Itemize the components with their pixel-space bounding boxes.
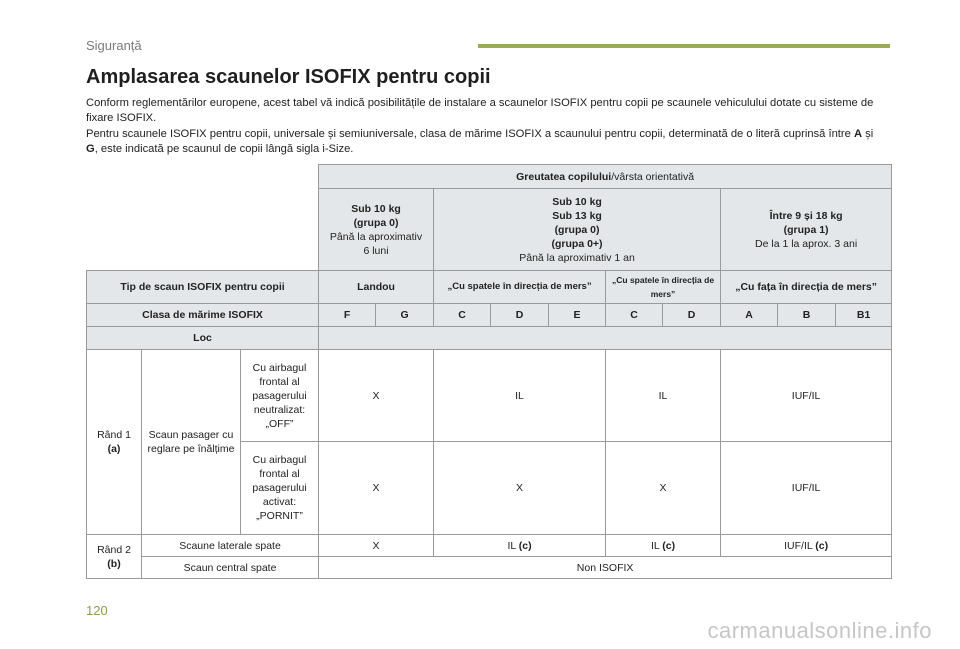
intro-paragraph-1: Conform reglementărilor europene, acest tabel vă indică posibilitățile de instalare a scaunelor ISOFIX pentru copii pe scaunele vehiculului dotate cu sisteme de fixare ISOFIX.	[86, 97, 874, 125]
side-seats-label: Scaune laterale spate	[142, 535, 319, 557]
table-corner	[87, 189, 319, 271]
center-seat-label: Scaun central spate	[142, 557, 319, 579]
center-seat-value: Non ISOFIX	[319, 557, 892, 579]
section-divider	[478, 44, 890, 48]
seat-type-forward-facing: „Cu fața în direcția de mers”	[721, 271, 892, 304]
size-class-cell: D	[663, 304, 721, 327]
seat-type-rear-facing: „Cu spatele în direcția de mers”	[606, 271, 721, 304]
group-0plus-cell	[434, 189, 721, 271]
size-class-label: Clasa de mărime ISOFIX	[87, 304, 319, 327]
weight-header-rest: /vârsta orientativă	[611, 170, 695, 183]
seat-location-label: Loc	[87, 327, 319, 350]
watermark: carmanualsonline.info	[707, 618, 932, 643]
cell-value: IUF/IL	[784, 539, 816, 552]
isofix-table	[86, 164, 892, 579]
cell-value: IL	[650, 539, 663, 552]
group-0-age: Până la aproximativ	[329, 230, 423, 243]
passenger-seat-label: Scaun pasager cu reglare pe înălțime	[142, 350, 241, 535]
airbag-off-label: Cu airbagul frontal al pasagerului neutralizat: „OFF”	[241, 350, 319, 442]
row-1-note: (a)	[107, 443, 121, 455]
cell-note: (c)	[815, 539, 829, 552]
size-class-cell: E	[549, 304, 606, 327]
cell-value: IL	[507, 539, 519, 552]
group-1-weight: Între 9 și 18 kg	[769, 209, 843, 222]
intro-text-fragment: și	[862, 127, 874, 140]
page-number: 120	[86, 603, 108, 618]
row-2-note: (b)	[107, 557, 121, 570]
weight-header-bold: Greutatea copilului	[516, 170, 612, 183]
table-corner	[87, 165, 319, 189]
table-cell: IL	[606, 350, 721, 442]
table-cell: X	[319, 350, 434, 442]
page-title: Amplasarea scaunelor ISOFIX pentru copii	[86, 66, 491, 88]
intro-text-fragment: Pentru scaunele ISOFIX pentru copii, universale și semiuniversale, clasa de mărime ISOFIX a scaunului pentru copii, determinată de o literă cuprinsă între	[86, 127, 854, 140]
table-cell: X	[606, 442, 721, 535]
table-cell	[434, 535, 606, 557]
table-cell: X	[319, 442, 434, 535]
group-0plus-label-2: (grupa 0+)	[551, 237, 603, 250]
cell-note: (c)	[662, 539, 676, 552]
section-label: Siguranță	[86, 38, 142, 53]
group-0-cell	[319, 189, 434, 271]
table-cell	[721, 535, 892, 557]
weight-header	[319, 165, 892, 189]
size-class-cell: F	[319, 304, 376, 327]
group-0-weight: Sub 10 kg	[351, 202, 401, 215]
table-cell: IL	[434, 350, 606, 442]
table-cell: IUF/IL	[721, 442, 892, 535]
row-1-label	[87, 350, 142, 535]
airbag-on-label: Cu airbagul frontal al pasagerului activat: „PORNIT”	[241, 442, 319, 535]
group-0plus-age: Până la aproximativ 1 an	[519, 251, 635, 264]
group-0-age-value: 6 luni	[363, 244, 389, 257]
size-class-cell: B	[778, 304, 836, 327]
seat-type-label: Tip de scaun ISOFIX pentru copii	[87, 271, 319, 304]
size-class-cell: C	[606, 304, 663, 327]
intro-text	[86, 96, 886, 157]
group-0plus-label-1: (grupa 0)	[554, 223, 600, 236]
group-1-cell	[721, 189, 892, 271]
seat-type-rear-facing: „Cu spatele în direcția de mers”	[434, 271, 606, 304]
size-class-cell: B1	[836, 304, 892, 327]
intro-paragraph-2	[86, 127, 886, 158]
seat-location-filler	[319, 327, 892, 350]
row-1-text: Rând 1	[97, 429, 131, 441]
size-class-letter-g: G	[86, 142, 95, 155]
size-class-letter-a: A	[853, 127, 863, 140]
table-cell: IUF/IL	[721, 350, 892, 442]
group-1-age: De la 1 la aprox. 3 ani	[755, 237, 858, 250]
group-0plus-weight-2: Sub 13 kg	[552, 209, 602, 222]
cell-value: X	[372, 539, 380, 552]
size-class-cell: C	[434, 304, 491, 327]
group-1-label: (grupa 1)	[783, 223, 829, 236]
size-class-cell: G	[376, 304, 434, 327]
group-0plus-weight-1: Sub 10 kg	[552, 195, 602, 208]
row-2-text: Rând 2	[97, 543, 131, 556]
row-2-label	[87, 535, 142, 579]
size-class-cell: A	[721, 304, 778, 327]
intro-text-fragment: , este indicată pe scaunul de copii lângă sigla i-Size.	[94, 142, 354, 155]
size-class-cell: D	[491, 304, 549, 327]
table-cell	[606, 535, 721, 557]
cell-note: (c)	[518, 539, 532, 552]
seat-type-carrycot: Landou	[319, 271, 434, 304]
table-cell	[319, 535, 434, 557]
group-0-label: (grupa 0)	[353, 216, 399, 229]
table-cell: X	[434, 442, 606, 535]
